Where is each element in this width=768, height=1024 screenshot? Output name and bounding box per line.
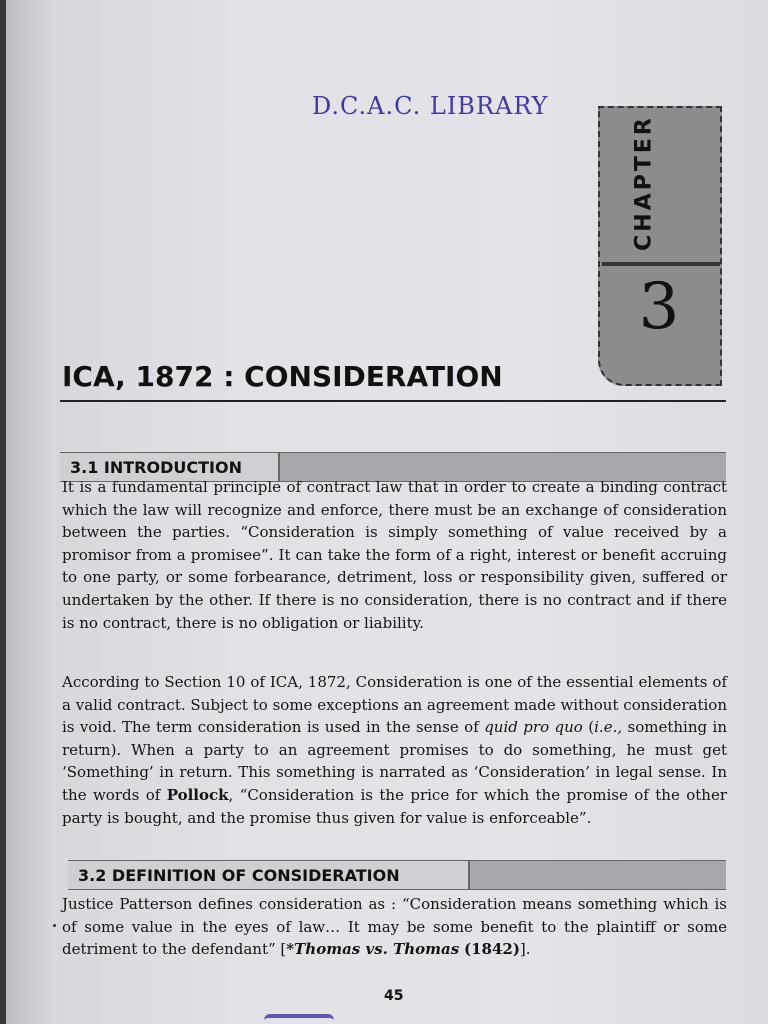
chapter-divider xyxy=(602,262,720,266)
section-heading-label: 3.1 INTRODUCTION xyxy=(70,458,242,477)
intro-paragraph-1: It is a fundamental principle of contract law that in order to create a binding contract which the law will recognize and enforce, there must be an exchange of consideration between the parties. “Consideration is simply something of value received by a promisor from a promisee”. It can take the form of a right, interest or benefit accruing to one party, or some forbearance, detriment, loss or responsibility given, suffered or undertaken by the other. If there is no consideration, there is no contract and if there is no contract, there is no obligation or liability. xyxy=(62,478,727,632)
stamp-fragment xyxy=(264,1014,334,1024)
page-number: 45 xyxy=(384,988,404,1004)
section-heading-definition xyxy=(68,860,726,890)
book-page xyxy=(6,0,768,1024)
intro-paragraph-2: According to Section 10 of ICA, 1872, Consideration is one of the essential elements of a valid contract. Subject to some exceptions an agreement made without consideration is void. The term consideration is used in the sense of quid pro quo (i.e., something in return). When a party to an agreement promises to do something, he must get ‘Something’ in return. This something is narrated as ‘Consideration’ in legal sense. In the words of Pollock, “Consideration is the price for which the promise of the other party is bought, and the promise thus given for value is enforceable”. xyxy=(62,673,728,827)
chapter-label: CHAPTER xyxy=(631,115,657,251)
chapter-title: ICA, 1872 : CONSIDERATION xyxy=(62,360,503,393)
chapter-number: 3 xyxy=(638,270,680,344)
section-heading-label: 3.2 DEFINITION OF CONSIDERATION xyxy=(78,866,400,885)
title-rule xyxy=(60,400,726,402)
definition-paragraph: Justice Patterson defines consideration as : “Consideration means something which is of some value in the eyes of law… It may be some benefit to the plaintiff or some detriment to the defendant” [*Thomas vs. Thomas (1842)]. xyxy=(62,895,727,959)
library-stamp: D.C.A.C. LIBRARY xyxy=(312,92,549,120)
margin-dot xyxy=(53,924,56,927)
